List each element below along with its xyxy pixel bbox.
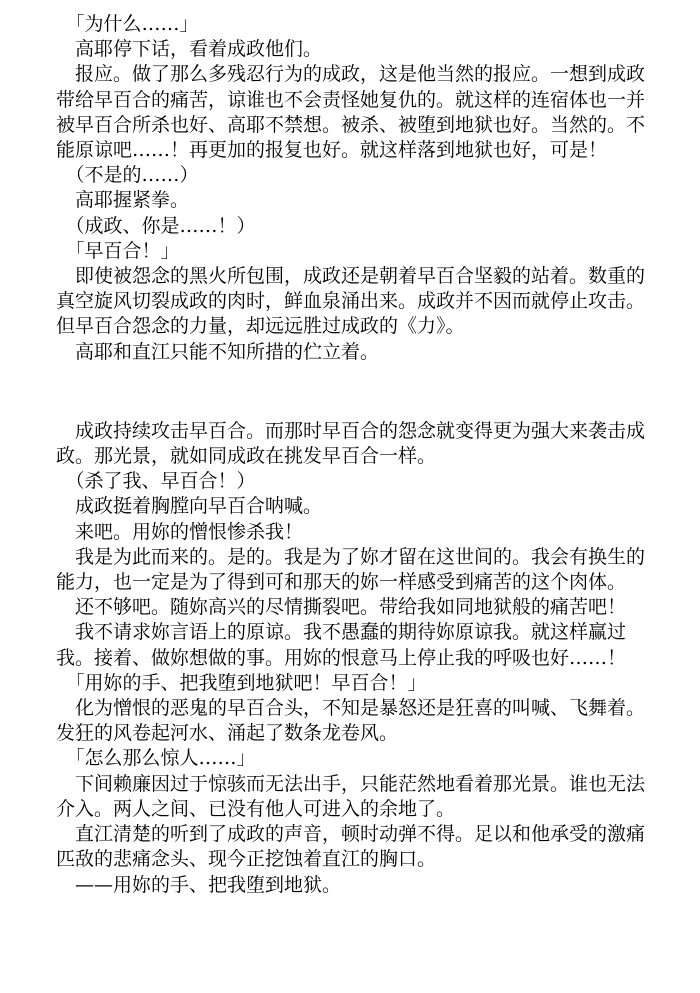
document-page — [56, 12, 646, 898]
paragraph: 高耶握紧拳。 — [56, 189, 190, 212]
paragraph: 下间赖廉因过于惊骇而无法出手，只能茫然地看着那光景。谁也无法介入。两人之间、已没有他人可进入的余地了。 — [56, 772, 646, 820]
paragraph: 即使被怨念的黑火所包围，成政还是朝着早百合坚毅的站着。数重的真空旋风切裂成政的肉时，鲜血泉涌出来。成政并不因而就停止攻击。但早百合怨念的力量，却远远胜过成政的《力》。 — [56, 265, 646, 338]
paragraph: 来吧。用妳的憎恨惨杀我！ — [56, 520, 304, 543]
paragraph: ——用妳的手、把我堕到地狱。 — [56, 873, 342, 896]
paragraph: 「为什么……」 — [56, 13, 199, 35]
paragraph: 还不够吧。随妳高兴的尽情撕裂吧。带给我如同地狱般的痛苦吧！ — [56, 596, 627, 619]
paragraph: 成政挺着胸膛向早百合呐喊。 — [56, 495, 323, 518]
paragraph: （杀了我、早百合！） — [56, 470, 256, 493]
paragraph: 直江清楚的听到了成政的声音，顿时动弹不得。足以和他承受的激痛匹敌的悲痛念头、现今正挖蚀着直江的胸口。 — [56, 823, 646, 871]
paragraph: 高耶和直江只能不知所措的伫立着。 — [56, 340, 380, 363]
paragraph: 「怎么那么惊人……」 — [56, 747, 256, 770]
paragraph: 我不请求妳言语上的原谅。我不愚蠢的期待妳原谅我。就这样赢过我。接着、做妳想做的事。用妳的恨意马上停止我的呼吸也好……！ — [56, 621, 627, 669]
paragraph: （成政、你是……！） — [56, 214, 256, 237]
section-break — [56, 365, 646, 419]
paragraph: 高耶停下话，看着成政他们。 — [56, 38, 323, 61]
paragraph: 「早百合！」 — [56, 239, 180, 262]
paragraph: 我是为此而来的。是的。我是为了妳才留在这世间的。我会有换生的能力，也一定是为了得到可和那天的妳一样感受到痛苦的这个肉体。 — [56, 545, 646, 594]
paragraph: 报应。做了那么多残忍行为的成政，这是他当然的报应。一想到成政带给早百合的痛苦，谅谁也不会责怪她复仇的。就这样的连宿体也一并被早百合所杀也好、高耶不禁想。被杀、被堕到地狱也好。当然的。不能原谅吧……！再更加的报复也好。就这样落到地狱也好，可是！ — [56, 63, 646, 162]
paragraph: 「用妳的手、把我堕到地狱吧！早百合！」 — [56, 671, 427, 694]
paragraph: 成政持续攻击早百合。而那时早百合的怨念就变得更为强大来袭击成政。那光景，就如同成政在挑发早百合一样。 — [56, 419, 646, 468]
paragraph: 化为憎恨的恶鬼的早百合头，不知是暴怒还是狂喜的叫喊、飞舞着。发狂的风卷起河水、涌起了数条龙卷风。 — [56, 697, 646, 745]
paragraph: （不是的……） — [56, 164, 199, 187]
